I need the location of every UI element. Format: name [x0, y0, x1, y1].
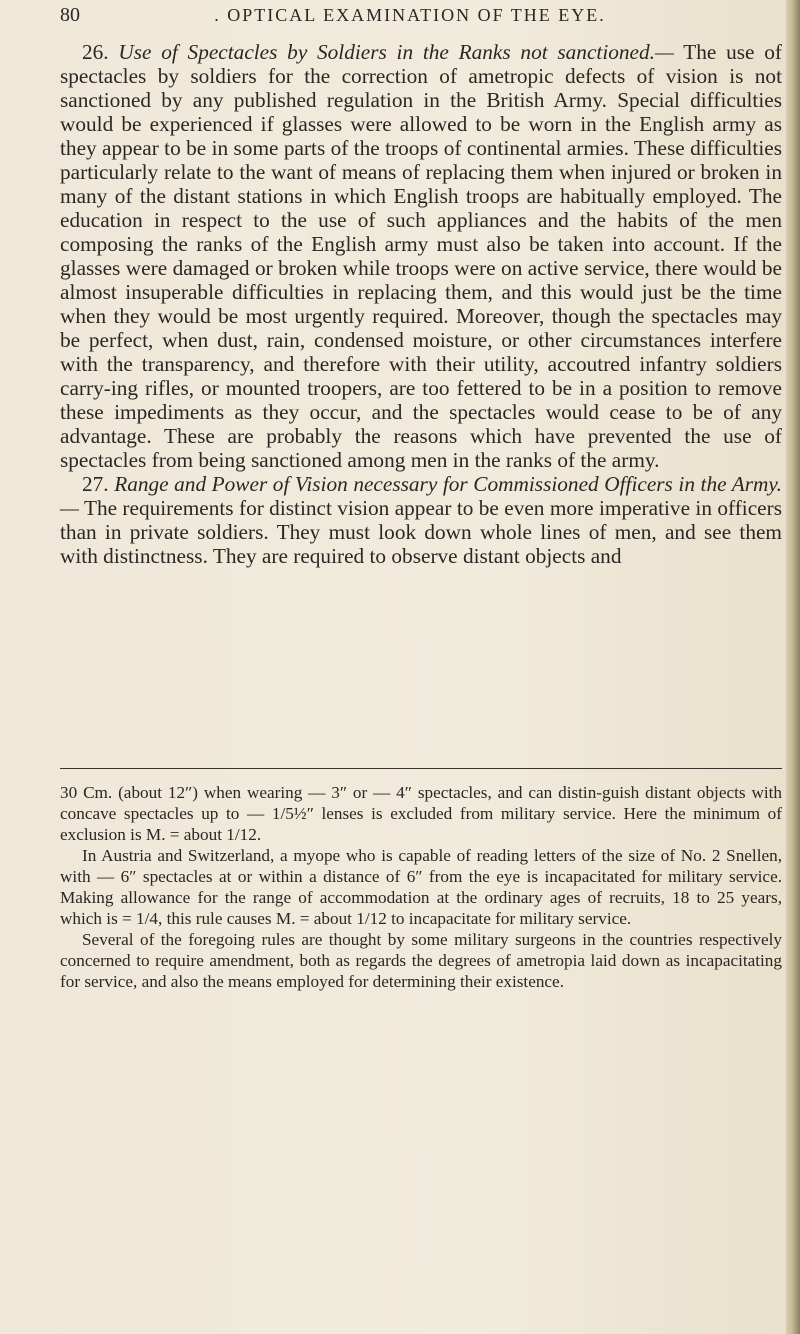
- page-number: 80: [60, 4, 80, 26]
- footnote-paragraph-3: Several of the foregoing rules are thought by some military surgeons in the countries respectively concerned to require amendment, both as regards the degrees of ametropia laid down as incapacitating for service, and also the means employed for determining their existence.: [60, 930, 782, 991]
- section-27-title: Range and Power of Vision necessary for Commissioned Officers in the Army.—: [60, 472, 782, 520]
- section-27-body: The requirements for distinct vision appear to be even more imperative in officers than in private soldiers. They must look down whole lines of men, and see them with distinctness. They are required to observe distant objects and: [60, 496, 782, 568]
- section-26-body: The use of spectacles by soldiers for the correction of ametropic defects of vision is not sanctioned by any published regulation in the British Army. Special difficulties would be experienced if glasses were allowed to be worn in the English army as they appear to be in some parts of the troops of continental armies. These difficulties particularly relate to the want of means of replacing them when injured or broken in many of the distant stations in which English troops are habitually employed. The education in respect to the use of such appliances and the habits of the men composing the ranks of the English army must also be taken into account. If the glasses were damaged or broken while troops were on active service, there would be almost insuperable difficulties in replacing them, and this would just be the time when they would be most urgently required. Moreover, though the spectacles may be perfect, when dust, rain, condensed moisture, or other circumstances interfere with the transparency, and therefore with their utility, accoutred infantry soldiers carry-ing rifles, or mounted troopers, are too fettered to be in a position to remove these impediments as they occur, and the spectacles would cease to be of any advantage. These are probably the reasons which have prevented the use of spectacles from being sanctioned among men in the ranks of the army.: [60, 40, 782, 472]
- section-27-paragraph: [60, 472, 782, 568]
- footnote-paragraph-1: 30 Cm. (about 12″) when wearing — 3″ or — 4″ spectacles, and can distin-guish distant objects with concave spectacles up to — 1/5½″ lenses is excluded from military service. Here the minimum of exclusion is M. = about 1/12.: [60, 783, 782, 844]
- section-27-number: 27.: [82, 472, 109, 496]
- book-spine-edge: [786, 0, 800, 1334]
- page-header: [60, 4, 760, 30]
- section-26-title: Use of Spectacles by Soldiers in the Ranks not sanctioned.—: [118, 40, 674, 64]
- section-26-paragraph: [60, 40, 782, 472]
- section-26-number: 26.: [82, 40, 109, 64]
- footnote-divider: [60, 768, 782, 769]
- footnote: [60, 782, 782, 992]
- running-title: . OPTICAL EXAMINATION OF THE EYE.: [214, 5, 606, 25]
- footnote-paragraph-2: In Austria and Switzerland, a myope who is capable of reading letters of the size of No. 2 Snellen, with — 6″ spectacles at or within a distance of 6″ from the eye is incapacitated for military service. Making allowance for the range of accommodation at the ordinary ages of recruits, 18 to 25 years, which is = 1/4, this rule causes M. = about 1/12 to incapacitate for military service.: [60, 846, 782, 928]
- main-text: [60, 40, 782, 568]
